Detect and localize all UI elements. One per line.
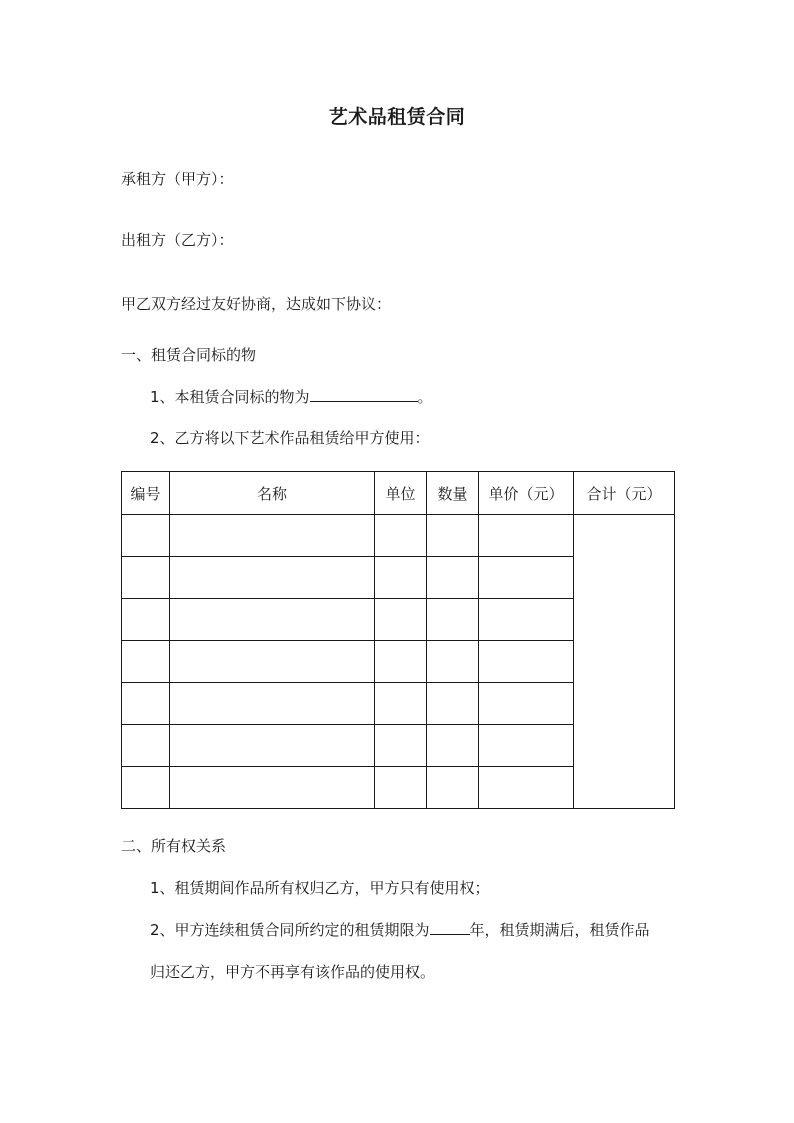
lease-years-blank[interactable] bbox=[430, 920, 470, 935]
artwork-table bbox=[121, 471, 675, 809]
section1-item2: 2、乙方将以下艺术作品租赁给甲方使用： bbox=[150, 429, 430, 447]
party-b-label: 出租方（乙方）： bbox=[121, 231, 234, 249]
cell-unit-price[interactable] bbox=[479, 599, 574, 641]
section2-item2-continuation: 归还乙方，甲方不再享有该作品的使用权。 bbox=[150, 963, 436, 981]
col-header-number: 编号 bbox=[122, 472, 170, 515]
cell-name[interactable] bbox=[170, 515, 375, 557]
cell-name[interactable] bbox=[170, 683, 375, 725]
section2-item2-suffix: 年，租赁期满后，租赁作品 bbox=[469, 921, 650, 939]
cell-number[interactable] bbox=[122, 725, 170, 767]
cell-unit-price[interactable] bbox=[479, 515, 574, 557]
col-header-name: 名称 bbox=[170, 472, 375, 515]
cell-quantity[interactable] bbox=[427, 557, 479, 599]
cell-unit-price[interactable] bbox=[479, 683, 574, 725]
cell-name[interactable] bbox=[170, 599, 375, 641]
cell-number[interactable] bbox=[122, 641, 170, 683]
section2-item2-prefix: 2、甲方连续租赁合同所约定的租赁期限为 bbox=[150, 921, 430, 939]
cell-unit[interactable] bbox=[375, 515, 427, 557]
cell-unit[interactable] bbox=[375, 767, 427, 809]
section1-item1 bbox=[150, 387, 433, 407]
col-header-total: 合计（元） bbox=[574, 472, 675, 515]
cell-unit-price[interactable] bbox=[479, 557, 574, 599]
agreement-intro: 甲乙双方经过友好协商，达成如下协议： bbox=[121, 295, 392, 313]
cell-name[interactable] bbox=[170, 725, 375, 767]
section1-heading: 一、租赁合同标的物 bbox=[121, 346, 257, 364]
col-header-unit: 单位 bbox=[375, 472, 427, 515]
cell-quantity[interactable] bbox=[427, 641, 479, 683]
cell-name[interactable] bbox=[170, 641, 375, 683]
cell-unit[interactable] bbox=[375, 725, 427, 767]
cell-quantity[interactable] bbox=[427, 767, 479, 809]
cell-quantity[interactable] bbox=[427, 515, 479, 557]
cell-total[interactable] bbox=[574, 515, 675, 809]
cell-number[interactable] bbox=[122, 557, 170, 599]
cell-quantity[interactable] bbox=[427, 725, 479, 767]
cell-number[interactable] bbox=[122, 599, 170, 641]
table-row bbox=[122, 515, 675, 557]
cell-number[interactable] bbox=[122, 767, 170, 809]
document-title: 艺术品租赁合同 bbox=[328, 106, 466, 128]
subject-blank[interactable] bbox=[310, 387, 418, 402]
section1-item1-suffix: 。 bbox=[417, 388, 433, 406]
cell-unit-price[interactable] bbox=[479, 725, 574, 767]
col-header-quantity: 数量 bbox=[427, 472, 479, 515]
section2-item1: 1、租赁期间作品所有权归乙方，甲方只有使用权； bbox=[150, 879, 490, 897]
table-header-row bbox=[122, 472, 675, 515]
col-header-unit-price: 单价（元） bbox=[479, 472, 574, 515]
cell-unit[interactable] bbox=[375, 557, 427, 599]
cell-unit[interactable] bbox=[375, 641, 427, 683]
cell-unit[interactable] bbox=[375, 599, 427, 641]
cell-number[interactable] bbox=[122, 515, 170, 557]
party-a-label: 承租方（甲方）： bbox=[121, 170, 234, 188]
cell-unit-price[interactable] bbox=[479, 767, 574, 809]
cell-unit[interactable] bbox=[375, 683, 427, 725]
cell-number[interactable] bbox=[122, 683, 170, 725]
cell-name[interactable] bbox=[170, 557, 375, 599]
section1-item1-prefix: 1、本租赁合同标的物为 bbox=[150, 388, 310, 406]
cell-quantity[interactable] bbox=[427, 683, 479, 725]
cell-name[interactable] bbox=[170, 767, 375, 809]
cell-unit-price[interactable] bbox=[479, 641, 574, 683]
section2-item2 bbox=[150, 920, 650, 940]
cell-quantity[interactable] bbox=[427, 599, 479, 641]
section2-heading: 二、所有权关系 bbox=[121, 837, 227, 855]
